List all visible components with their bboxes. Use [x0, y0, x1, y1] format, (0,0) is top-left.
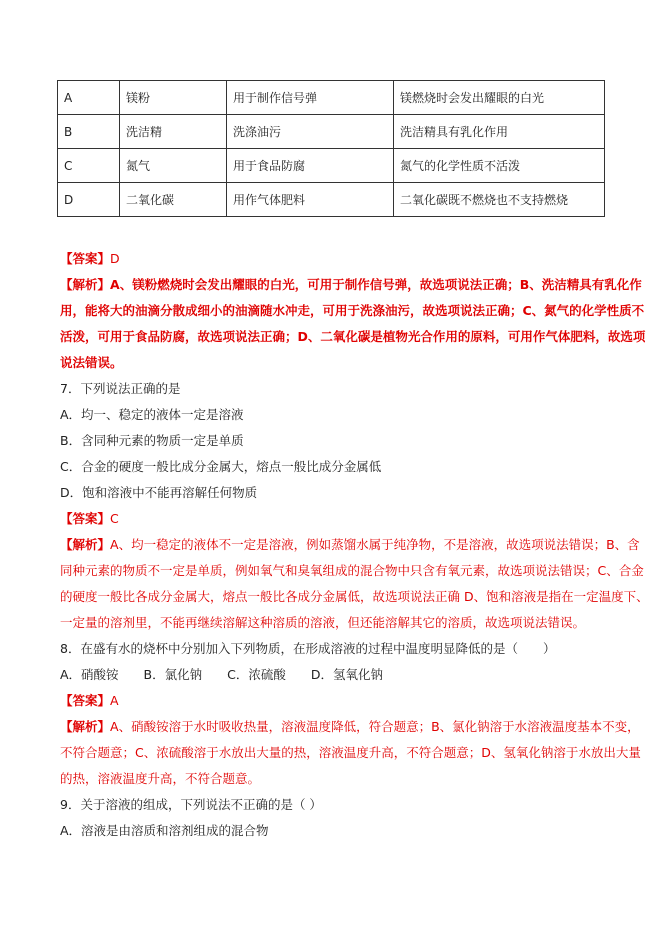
answer-6 — [60, 246, 605, 272]
question-7: 7．下列说法正确的是 — [60, 381, 181, 396]
table-cell: 洗洁精 — [120, 115, 227, 149]
answer-value: C — [110, 511, 119, 526]
table-cell: B — [58, 115, 120, 149]
analysis-6-line — [60, 272, 642, 298]
analysis-6-line: 活泼，可用于食品防腐，故选项说法正确；D、二氧化碳是植物光合作用的原料，可用作气体肥料，故选项 — [60, 329, 646, 344]
table-cell: 氮气 — [120, 149, 227, 183]
analysis-text: A、镁粉燃烧时会发出耀眼的白光，可用于制作信号弹，故选项说法正确；B、洗洁精具有乳化作 — [110, 277, 642, 292]
option: A．溶液是由溶质和溶剂组成的混合物 — [60, 823, 269, 838]
table-cell: 二氧化碳既不燃烧也不支持燃烧 — [394, 183, 605, 217]
option: A．均一、稳定的液体一定是溶液 — [60, 407, 244, 422]
table-cell: 洗涤油污 — [227, 115, 394, 149]
answer-label: 【答案】 — [60, 251, 111, 266]
option: D．饱和溶液中不能再溶解任何物质 — [60, 485, 258, 500]
table-cell: 用于制作信号弹 — [227, 81, 394, 115]
answer-8 — [60, 688, 605, 714]
analysis-7-line: 的硬度一般比各成分金属大，熔点一般比各成分金属低，故选项说法正确 D、饱和溶液是指在一定温度下、 — [60, 589, 649, 604]
table-row — [58, 149, 605, 183]
option: C．合金的硬度一般比成分金属大，熔点一般比成分金属低 — [60, 459, 382, 474]
answer-value: D — [110, 251, 120, 266]
table-cell: D — [58, 183, 120, 217]
table-cell: 用于食品防腐 — [227, 149, 394, 183]
analysis-7-line: 一定量的溶剂里，不能再继续溶解这种溶质的溶液，但还能溶解其它的溶质，故选项说法错误。 — [60, 615, 586, 630]
analysis-8-line: 不符合题意；C、浓硫酸溶于水放出大量的热，溶液温度升高，不符合题意；D、氢氧化钠溶于水放出大量 — [60, 745, 641, 760]
analysis-7-line — [60, 532, 640, 558]
question-9: 9．关于溶液的组成，下列说法不正确的是（ ） — [60, 797, 322, 812]
options-table — [57, 80, 605, 217]
table-row — [58, 115, 605, 149]
table-cell: 镁粉 — [120, 81, 227, 115]
table-cell: 镁燃烧时会发出耀眼的白光 — [394, 81, 605, 115]
analysis-label: 【解析】 — [60, 537, 111, 552]
question-8: 8．在盛有水的烧杯中分别加入下列物质，在形成溶液的过程中温度明显降低的是（ ） — [60, 641, 556, 656]
analysis-label: 【解析】 — [60, 277, 111, 292]
options-8: A．硝酸铵 B．氯化钠 C．浓硫酸 D．氢氧化钠 — [60, 667, 383, 682]
table-cell: 二氧化碳 — [120, 183, 227, 217]
table-cell: A — [58, 81, 120, 115]
analysis-8-line — [60, 714, 640, 740]
table-cell: C — [58, 149, 120, 183]
option: B．含同种元素的物质一定是单质 — [60, 433, 244, 448]
answer-7 — [60, 506, 605, 532]
answer-label: 【答案】 — [60, 511, 111, 526]
analysis-8-line: 的热，溶液温度升高，不符合题意。 — [60, 771, 261, 786]
analysis-7-line: 同种元素的物质不一定是单质，例如氧气和臭氧组成的混合物中只含有氧元素，故选项说法错误；C、合金 — [60, 563, 644, 578]
analysis-text: A、硝酸铵溶于水时吸收热量，溶液温度降低，符合题意；B、氯化钠溶于水溶液温度基本不变， — [110, 719, 640, 734]
answer-label: 【答案】 — [60, 693, 111, 708]
answer-value: A — [110, 693, 119, 708]
analysis-6-line: 说法错误。 — [60, 355, 123, 370]
table-cell: 洗洁精具有乳化作用 — [394, 115, 605, 149]
analysis-text: A、均一稳定的液体不一定是溶液，例如蒸馏水属于纯净物，不是溶液，故选项说法错误；B、含 — [110, 537, 640, 552]
analysis-label: 【解析】 — [60, 719, 111, 734]
table-cell: 用作气体肥料 — [227, 183, 394, 217]
table-row — [58, 183, 605, 217]
analysis-6-line: 用，能将大的油滴分散成细小的油滴随水冲走，可用于洗涤油污，故选项说法正确；C、氮气的化学性质不 — [60, 303, 645, 318]
table-row — [58, 81, 605, 115]
table-cell: 氮气的化学性质不活泼 — [394, 149, 605, 183]
